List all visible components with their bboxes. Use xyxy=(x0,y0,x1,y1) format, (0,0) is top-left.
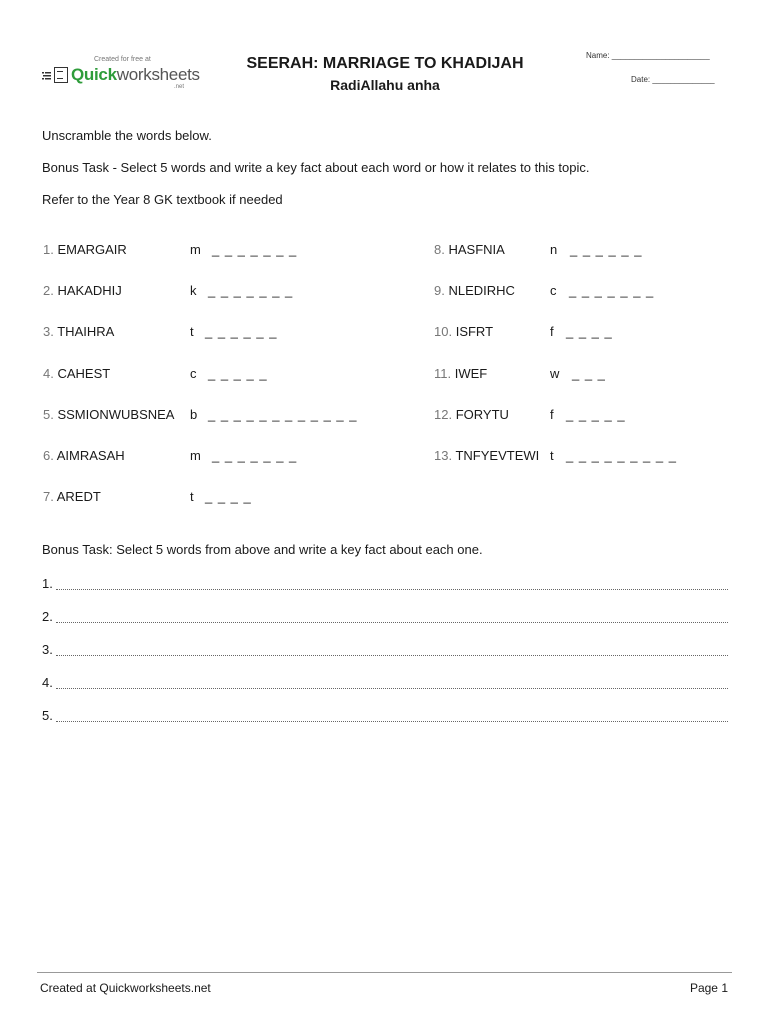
word-number: 8. xyxy=(434,242,445,257)
word-number: 12. xyxy=(434,407,453,422)
scrambled-word: HAKADHIJ xyxy=(57,283,122,298)
scrambled-word: SSMIONWUBSNEA xyxy=(57,407,175,422)
scrambled-word: AIMRASAH xyxy=(56,448,125,463)
answer-blanks[interactable]: _ _ _ _ _ xyxy=(566,407,626,422)
first-letter: f xyxy=(550,324,554,339)
first-letter: c xyxy=(550,283,557,298)
dotted-rule xyxy=(56,589,728,590)
logo-net: .net xyxy=(174,84,185,90)
bonus-line-2[interactable] xyxy=(42,609,728,623)
first-letter: t xyxy=(550,448,554,463)
dotted-rule xyxy=(56,688,728,689)
bonus-task-title: Bonus Task: Select 5 words from above and write a key fact about each one. xyxy=(42,542,483,557)
date-field: Date: ______________ xyxy=(631,75,715,84)
dotted-rule xyxy=(56,655,728,656)
bonus-line-3[interactable] xyxy=(42,642,728,656)
page-subtitle: RadiAllahu anha xyxy=(330,77,440,93)
footer-divider xyxy=(37,972,732,973)
first-letter: b xyxy=(190,407,198,422)
logo-main xyxy=(42,65,200,85)
instruction-bonus: Bonus Task - Select 5 words and write a key fact about each word or how it relates to this topic. xyxy=(42,160,590,175)
speed-dots-icon xyxy=(42,70,52,80)
answer-blanks[interactable]: _ _ _ _ _ _ _ _ _ _ _ _ xyxy=(208,407,358,422)
scrambled-word: TNFYEVTEWI xyxy=(455,448,540,463)
bonus-line-4[interactable] xyxy=(42,675,728,689)
word-number: 7. xyxy=(43,489,54,504)
bonus-line-number: 3. xyxy=(42,642,53,657)
answer-blanks[interactable]: _ _ _ _ xyxy=(205,489,252,504)
word-number: 1. xyxy=(43,242,54,257)
answer-blanks[interactable]: _ _ _ _ _ _ xyxy=(205,324,278,339)
logo-quick: Quick xyxy=(71,65,117,84)
bonus-line-number: 5. xyxy=(42,708,53,723)
answer-blanks[interactable]: _ _ _ _ _ _ xyxy=(570,242,643,257)
scrambled-word: EMARGAIR xyxy=(57,242,127,257)
document-icon xyxy=(54,67,68,83)
answer-blanks[interactable]: _ _ _ _ _ _ _ xyxy=(212,242,298,257)
answer-blanks[interactable]: _ _ _ _ _ xyxy=(208,366,268,381)
first-letter: k xyxy=(190,283,197,298)
bonus-line-1[interactable] xyxy=(42,576,728,590)
logo-created-text: Created for free at xyxy=(94,56,151,63)
word-number: 9. xyxy=(434,283,445,298)
first-letter: f xyxy=(550,407,554,422)
bonus-line-number: 4. xyxy=(42,675,53,690)
dotted-rule xyxy=(56,622,728,623)
answer-blanks[interactable]: _ _ _ _ xyxy=(566,324,613,339)
page-number: Page 1 xyxy=(689,981,728,995)
instruction-textbook: Refer to the Year 8 GK textbook if needed xyxy=(42,192,283,207)
word-number: 13. xyxy=(434,448,453,463)
scrambled-word: HASFNIA xyxy=(448,242,505,257)
name-field: Name: ______________________ xyxy=(586,51,710,60)
quickworksheets-logo xyxy=(42,56,200,90)
word-number: 2. xyxy=(43,283,54,298)
dotted-rule xyxy=(56,721,728,722)
first-letter: n xyxy=(550,242,558,257)
first-letter: c xyxy=(190,366,197,381)
answer-blanks[interactable]: _ _ _ _ _ _ _ xyxy=(569,283,655,298)
bonus-line-5[interactable] xyxy=(42,708,728,722)
logo-worksheets: worksheets xyxy=(116,65,200,84)
word-number: 6. xyxy=(43,448,54,463)
word-number: 11. xyxy=(434,366,452,381)
answer-blanks[interactable]: _ _ _ _ _ _ _ xyxy=(212,448,298,463)
first-letter: m xyxy=(190,242,201,257)
footer-credit: Created at Quickworksheets.net xyxy=(40,981,211,995)
answer-blanks[interactable]: _ _ _ xyxy=(572,366,606,381)
answer-blanks[interactable]: _ _ _ _ _ _ _ _ _ xyxy=(566,448,677,463)
scrambled-word: THAIHRA xyxy=(57,324,115,339)
word-number: 4. xyxy=(43,366,54,381)
instruction-unscramble: Unscramble the words below. xyxy=(42,128,212,143)
bonus-line-number: 2. xyxy=(42,609,53,624)
first-letter: t xyxy=(190,489,194,504)
scrambled-word: ISFRT xyxy=(455,324,494,339)
first-letter: t xyxy=(190,324,194,339)
scrambled-word: CAHEST xyxy=(57,366,111,381)
page-title: SEERAH: MARRIAGE TO KHADIJAH xyxy=(246,55,524,72)
scrambled-word: FORYTU xyxy=(455,407,509,422)
first-letter: m xyxy=(190,448,201,463)
scrambled-word: IWEF xyxy=(454,366,488,381)
scrambled-word: AREDT xyxy=(56,489,101,504)
word-number: 10. xyxy=(434,324,453,339)
first-letter: w xyxy=(550,366,560,381)
bonus-line-number: 1. xyxy=(42,576,53,591)
scrambled-word: NLEDIRHC xyxy=(448,283,515,298)
word-number: 5. xyxy=(43,407,54,422)
word-number: 3. xyxy=(43,324,54,339)
answer-blanks[interactable]: _ _ _ _ _ _ _ xyxy=(208,283,294,298)
